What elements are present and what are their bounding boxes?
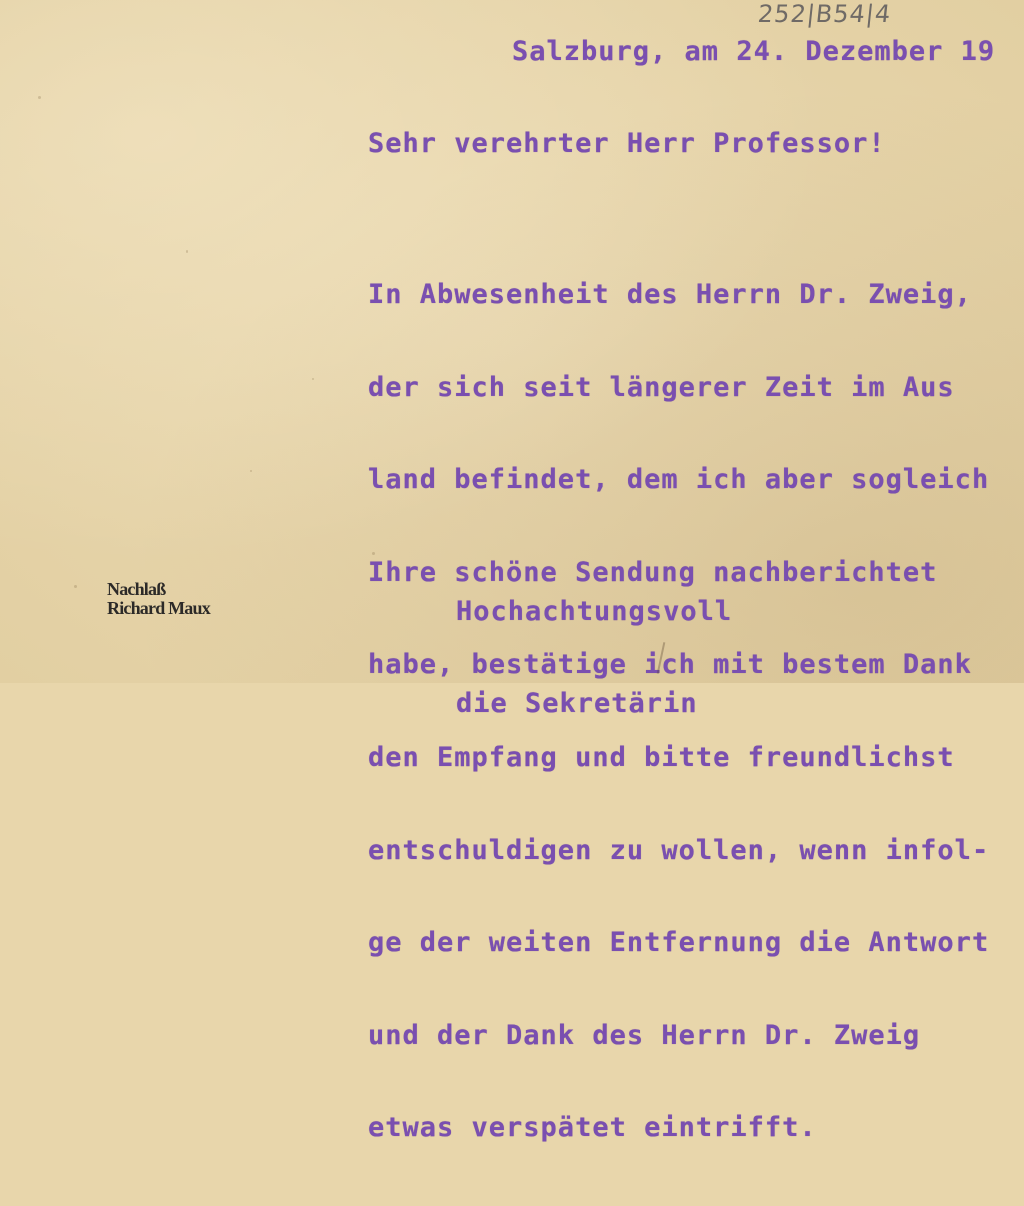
archive-reference-note: 252|B54|4 [756,0,893,28]
letter-closing [456,535,732,781]
body-line: etwas verspätet eintrifft. [368,1112,817,1144]
closing-line: Hochachtungsvoll [456,596,733,627]
body-line: entschuldigen zu wollen, wenn infol- [368,834,990,866]
stamp-line: Richard Maux [107,598,210,618]
letter-dateline: Salzburg, am 24. Dezember 19 [512,36,996,67]
body-line: In Abwesenheit des Herrn Dr. Zweig, [368,279,972,310]
letter-salutation: Sehr verehrter Herr Professor! [368,128,886,159]
body-line: der sich seit längerer Zeit im Aus [368,371,955,403]
paper-speck [312,378,314,380]
estate-stamp [107,580,210,618]
paper-speck [74,585,77,588]
paper-speck [186,250,188,253]
body-line: land befindet, dem ich aber sogleich [368,464,990,496]
paper-speck [250,470,252,472]
paper-speck [38,96,41,99]
stamp-line: Nachlaß [107,579,166,599]
body-line: Ihre schöne Sendung nachberichtet [368,556,938,588]
body-line: den Empfang und bitte freundlichst [368,741,955,773]
body-line: habe, bestätige ich mit bestem Dank [368,649,972,681]
closing-signature-line: die Sekretärin [456,688,698,719]
body-line: und der Dank des Herrn Dr. Zweig [368,1019,921,1051]
body-line: ge der weiten Entfernung die Antwort [368,927,990,959]
